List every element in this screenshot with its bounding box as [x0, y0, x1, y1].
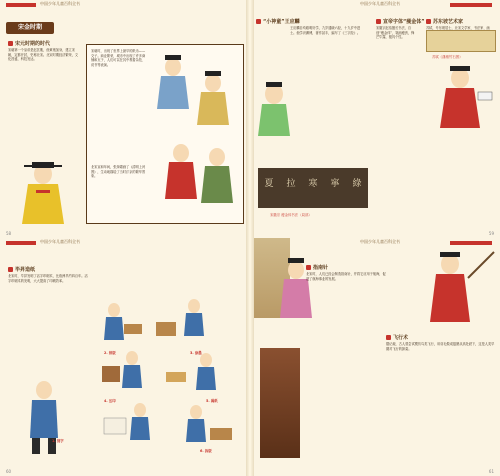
calligraphy-char: 綠 — [348, 176, 366, 189]
header-strip — [450, 241, 492, 245]
bullet-icon — [8, 267, 13, 272]
calligraphy-caption: 宋徽宗 瘦金体书法（局部） — [270, 213, 312, 217]
section-title — [8, 266, 35, 273]
story-box — [86, 44, 244, 224]
painting-image — [426, 30, 496, 52]
section-title-text: 指南针 — [313, 265, 329, 271]
section-title-text: 飞行术 — [393, 335, 409, 341]
section-title — [376, 18, 425, 25]
bullet-icon — [306, 265, 311, 270]
box-text: 宋朝时，出现了世界上最早的纸币——交子。商业繁荣，城市中出现了许多商铺和瓦子，人们可以在其中观看杂技、说书等表演。 — [91, 49, 146, 67]
header-strip — [6, 241, 36, 245]
section-title — [306, 264, 328, 271]
section-title-text: “小神童”王应麟 — [263, 19, 300, 25]
section-title — [386, 334, 408, 341]
step-label: 3. 涂墨 — [190, 351, 202, 355]
body-text-2: 宋徽宗赵佶擅长书法，自创“瘦金体”，笔画瘦劲，锋芒毕露，极具个性。 — [376, 26, 415, 40]
step-label: 6. 拆版 — [200, 449, 212, 453]
section-title-text: 苏东坡艺术家 — [433, 19, 464, 25]
page-number: 59 — [488, 231, 494, 236]
bullet-icon — [256, 19, 261, 24]
step-label: 2. 排版 — [104, 351, 116, 355]
gutter — [246, 238, 254, 476]
body-text-1b — [306, 338, 376, 458]
section-title-text: 宋元时期的时代 — [15, 41, 51, 47]
calligraphy-char: 拉 — [282, 176, 300, 189]
child-figure — [254, 80, 294, 140]
bullet-icon — [376, 19, 381, 24]
step-label: 1. 刻字 — [52, 439, 64, 443]
section-title-text: 毕昇造纸 — [15, 267, 36, 273]
section-title — [8, 40, 50, 47]
step-label: 5. 揭纸 — [206, 399, 218, 403]
page-bottom-left — [0, 238, 250, 476]
chapter-banner: 宋金时期 — [6, 22, 54, 34]
calligraphy-char: 寧 — [326, 176, 344, 189]
body-text: 北宋时，毕昇发明了活字印刷术，比欧洲早约四百年。活字印刷术的发明，大大提高了印刷效率。 — [8, 274, 88, 283]
emperor-figure — [18, 160, 68, 230]
calligraphy-char: 寒 — [304, 176, 322, 189]
gutter — [246, 0, 254, 238]
page-number: 60 — [6, 469, 12, 474]
header-label: 中国少年儿童百科全书 — [360, 239, 400, 244]
body-text-1: 王应麟自幼聪明好学，九岁通晓六经，十九岁中进士。他学识渊博，著作甚丰，编写了《三字经》。 — [290, 26, 361, 35]
step-label: 4. 压印 — [104, 399, 116, 403]
printing-steps-illustration — [96, 294, 246, 464]
page-number: 58 — [6, 231, 12, 236]
header-strip — [450, 3, 492, 7]
section-title — [426, 18, 463, 25]
body-text-3: 苏轼，号东坡居士，北宋文学家、书法家、画 — [426, 26, 490, 30]
header-label: 中国少年儿童百科全书 — [40, 1, 80, 6]
su-shi-figure — [430, 64, 496, 134]
bottom-spread — [0, 238, 500, 476]
tower-image — [260, 348, 300, 458]
body-text-2: 据记载，古人曾尝试模仿鸟类飞行，用羽毛做成翅膀从高处跃下，这是人类早期对飞行的探索。 — [386, 342, 495, 351]
page-top-right — [250, 0, 500, 238]
section-title-text: 宣帝字体“瘦金体” — [383, 19, 425, 25]
bullet-icon — [426, 19, 431, 24]
page-bottom-right — [250, 238, 500, 476]
worker-figure — [24, 378, 64, 458]
flying-figure — [420, 248, 496, 338]
image-caption: 苏轼《潇湘竹石图》 — [432, 55, 463, 59]
header-label: 中国少年儿童百科全书 — [40, 239, 80, 244]
calligraphy-row — [258, 168, 368, 189]
bullet-icon — [8, 41, 13, 46]
scholars-illustration — [151, 49, 241, 219]
bullet-icon — [386, 335, 391, 340]
page-top-left — [0, 0, 250, 238]
calligraphy-char: 夏 — [260, 176, 278, 189]
body-text: 宋朝第一个皇帝是赵匡胤，他黄袍加身，建立宋朝，定都开封，史称北宋。北宋时期经济繁荣，文化昌盛，科技发达。 — [8, 48, 79, 62]
body-text-1: 北宋时，人们已经会制造指南针，并将它应用于航海，促进了航海事业的发展。 — [306, 272, 386, 281]
calligraphy-panel — [258, 168, 368, 208]
section-title — [256, 18, 300, 25]
page-number: 61 — [488, 469, 494, 474]
box-text-2: 北宋宣和年间，张择端画了《清明上河图》，生动地描绘了当时汴京的繁华景象。 — [91, 165, 146, 179]
header-strip — [6, 3, 36, 7]
header-label: 中国少年儿童百科全书 — [360, 1, 400, 6]
